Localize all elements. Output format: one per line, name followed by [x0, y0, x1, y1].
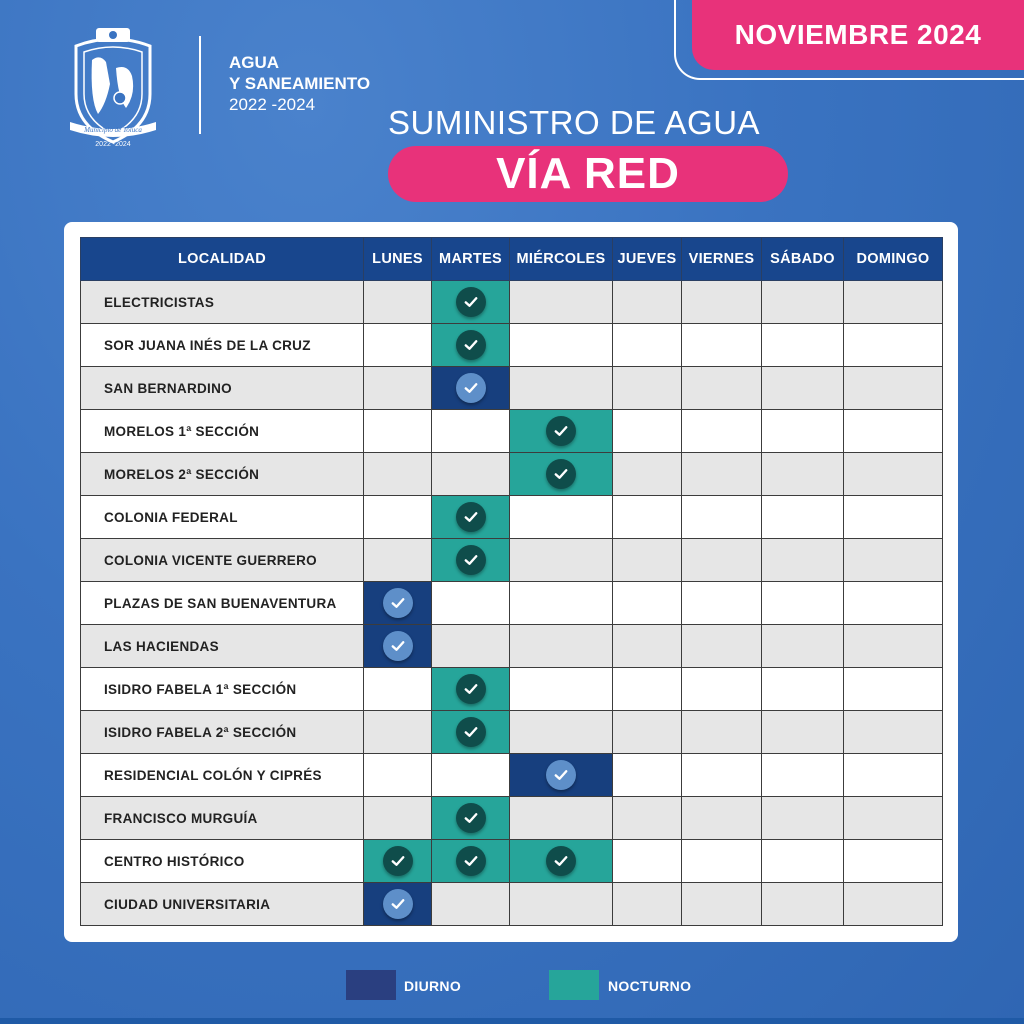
- table-row: [81, 668, 943, 711]
- schedule-cell: [844, 883, 943, 926]
- legend-label-diurno: DIURNO: [404, 978, 462, 994]
- column-header: DOMINGO: [844, 238, 943, 281]
- table-row: [81, 410, 943, 453]
- schedule-cell: [613, 840, 682, 883]
- schedule-cell: [364, 539, 432, 582]
- schedule-cell: [432, 797, 510, 840]
- check-circle-icon: [546, 459, 576, 489]
- check-circle-icon: [383, 889, 413, 919]
- bottom-bar: [0, 1018, 1024, 1024]
- locality-name: MORELOS 2ª SECCIÓN: [81, 453, 364, 496]
- schedule-cell: [364, 367, 432, 410]
- department-name: [229, 52, 370, 115]
- schedule-cell: [510, 281, 613, 324]
- schedule-cell: [762, 496, 844, 539]
- schedule-cell: [844, 668, 943, 711]
- schedule-cell: [510, 324, 613, 367]
- schedule-cell: [613, 582, 682, 625]
- check-circle-icon: [383, 846, 413, 876]
- table-row: [81, 367, 943, 410]
- schedule-cell: [364, 883, 432, 926]
- schedule-cell: [844, 367, 943, 410]
- schedule-cell: [432, 625, 510, 668]
- schedule-cell: [762, 797, 844, 840]
- schedule-cell: [762, 625, 844, 668]
- schedule-cell: [613, 711, 682, 754]
- check-circle-icon: [546, 416, 576, 446]
- locality-name: CENTRO HISTÓRICO: [81, 840, 364, 883]
- schedule-cell: [682, 797, 762, 840]
- schedule-cell: [682, 281, 762, 324]
- schedule-cell: [364, 711, 432, 754]
- schedule-cell: [762, 410, 844, 453]
- schedule-cell: [762, 367, 844, 410]
- check-circle-icon: [456, 545, 486, 575]
- check-circle-icon: [456, 717, 486, 747]
- table-row: [81, 840, 943, 883]
- schedule-cell: [682, 625, 762, 668]
- schedule-cell: [844, 324, 943, 367]
- schedule-cell: [432, 281, 510, 324]
- schedule-cell: [364, 410, 432, 453]
- locality-name: RESIDENCIAL COLÓN Y CIPRÉS: [81, 754, 364, 797]
- schedule-cell: [432, 496, 510, 539]
- schedule-cell: [432, 324, 510, 367]
- schedule-cell: [364, 754, 432, 797]
- check-circle-icon: [383, 588, 413, 618]
- schedule-cell: [682, 883, 762, 926]
- schedule-cell: [510, 582, 613, 625]
- schedule-cell: [844, 797, 943, 840]
- check-circle-icon: [456, 674, 486, 704]
- schedule-cell: [432, 668, 510, 711]
- table-header-row: [81, 238, 943, 281]
- table-row: [81, 582, 943, 625]
- schedule-cell: [762, 453, 844, 496]
- schedule-cell: [364, 582, 432, 625]
- schedule-cell: [762, 539, 844, 582]
- municipal-logo: [66, 24, 160, 148]
- department-line-1: AGUA: [229, 53, 280, 72]
- check-circle-icon: [383, 631, 413, 661]
- schedule-cell: [510, 711, 613, 754]
- schedule-cell: [682, 453, 762, 496]
- schedule-cell: [762, 840, 844, 883]
- column-header: LUNES: [364, 238, 432, 281]
- locality-name: ISIDRO FABELA 1ª SECCIÓN: [81, 668, 364, 711]
- schedule-cell: [613, 324, 682, 367]
- schedule-cell: [364, 668, 432, 711]
- locality-name: ISIDRO FABELA 2ª SECCIÓN: [81, 711, 364, 754]
- schedule-cell: [510, 668, 613, 711]
- locality-name: ELECTRICISTAS: [81, 281, 364, 324]
- column-header: MIÉRCOLES: [510, 238, 613, 281]
- schedule-cell: [844, 281, 943, 324]
- schedule-cell: [844, 453, 943, 496]
- locality-name: SAN BERNARDINO: [81, 367, 364, 410]
- schedule-cell: [432, 883, 510, 926]
- department-period: 2022 -2024: [229, 95, 316, 114]
- schedule-cell: [762, 324, 844, 367]
- schedule-cell: [613, 668, 682, 711]
- logo-divider: [199, 36, 201, 134]
- schedule-cell: [510, 367, 613, 410]
- schedule-cell: [613, 625, 682, 668]
- schedule-cell: [844, 625, 943, 668]
- check-circle-icon: [456, 846, 486, 876]
- schedule-cell: [682, 324, 762, 367]
- schedule-cell: [510, 754, 613, 797]
- schedule-cell: [682, 410, 762, 453]
- schedule-cell: [432, 711, 510, 754]
- schedule-cell: [432, 754, 510, 797]
- logo-years: 2022 -2024: [95, 141, 131, 148]
- schedule-cell: [613, 539, 682, 582]
- table-row: [81, 797, 943, 840]
- legend-swatch-nocturno: [549, 970, 599, 1000]
- schedule-cell: [682, 668, 762, 711]
- locality-name: MORELOS 1ª SECCIÓN: [81, 410, 364, 453]
- schedule-cell: [682, 496, 762, 539]
- page-subtitle: SUMINISTRO DE AGUA: [388, 104, 761, 141]
- schedule-cell: [364, 281, 432, 324]
- locality-name: SOR JUANA INÉS DE LA CRUZ: [81, 324, 364, 367]
- schedule-table: [80, 237, 943, 926]
- check-circle-icon: [546, 846, 576, 876]
- schedule-cell: [432, 410, 510, 453]
- schedule-cell: [364, 453, 432, 496]
- schedule-cell: [844, 754, 943, 797]
- month-badge: NOVIEMBRE 2024: [692, 0, 1024, 70]
- table-row: [81, 453, 943, 496]
- schedule-cell: [432, 840, 510, 883]
- schedule-cell: [364, 496, 432, 539]
- schedule-cell: [510, 883, 613, 926]
- schedule-cell: [682, 582, 762, 625]
- legend-label-nocturno: NOCTURNO: [608, 978, 692, 994]
- schedule-cell: [432, 367, 510, 410]
- column-header: JUEVES: [613, 238, 682, 281]
- schedule-cell: [844, 711, 943, 754]
- schedule-cell: [682, 711, 762, 754]
- schedule-cell: [844, 582, 943, 625]
- schedule-cell: [432, 539, 510, 582]
- schedule-cell: [510, 453, 613, 496]
- schedule-cell: [613, 754, 682, 797]
- locality-name: FRANCISCO MURGUÍA: [81, 797, 364, 840]
- schedule-cell: [844, 496, 943, 539]
- locality-name: CIUDAD UNIVERSITARIA: [81, 883, 364, 926]
- column-header: VIERNES: [682, 238, 762, 281]
- schedule-cell: [432, 453, 510, 496]
- column-header: LOCALIDAD: [81, 238, 364, 281]
- table-row: [81, 539, 943, 582]
- table-row: [81, 711, 943, 754]
- table-row: [81, 281, 943, 324]
- department-line-2: Y SANEAMIENTO: [229, 74, 371, 93]
- schedule-cell: [364, 625, 432, 668]
- schedule-cell: [762, 883, 844, 926]
- schedule-cell: [364, 840, 432, 883]
- schedule-cell: [844, 410, 943, 453]
- schedule-cell: [510, 496, 613, 539]
- schedule-cell: [364, 797, 432, 840]
- check-circle-icon: [456, 287, 486, 317]
- locality-name: COLONIA VICENTE GUERRERO: [81, 539, 364, 582]
- column-header: MARTES: [432, 238, 510, 281]
- logo-text: Municipio de Toluca: [84, 126, 142, 134]
- schedule-cell: [432, 582, 510, 625]
- schedule-cell: [510, 410, 613, 453]
- table-row: [81, 883, 943, 926]
- schedule-cell: [613, 496, 682, 539]
- schedule-cell: [762, 668, 844, 711]
- table-row: [81, 625, 943, 668]
- schedule-cell: [613, 797, 682, 840]
- table-row: [81, 324, 943, 367]
- table-row: [81, 754, 943, 797]
- check-circle-icon: [546, 760, 576, 790]
- schedule-cell: [682, 754, 762, 797]
- locality-name: PLAZAS DE SAN BUENAVENTURA: [81, 582, 364, 625]
- locality-name: COLONIA FEDERAL: [81, 496, 364, 539]
- schedule-cell: [613, 883, 682, 926]
- schedule-cell: [844, 539, 943, 582]
- schedule-cell: [762, 582, 844, 625]
- schedule-cell: [682, 367, 762, 410]
- schedule-cell: [762, 711, 844, 754]
- schedule-cell: [510, 797, 613, 840]
- schedule-cell: [613, 281, 682, 324]
- schedule-cell: [844, 840, 943, 883]
- schedule-cell: [613, 367, 682, 410]
- schedule-cell: [510, 625, 613, 668]
- page-title: VÍA RED: [388, 146, 788, 202]
- schedule-cell: [613, 453, 682, 496]
- schedule-cell: [510, 539, 613, 582]
- schedule-cell: [510, 840, 613, 883]
- schedule-cell: [762, 754, 844, 797]
- schedule-cell: [682, 840, 762, 883]
- check-circle-icon: [456, 330, 486, 360]
- schedule-cell: [762, 281, 844, 324]
- schedule-cell: [682, 539, 762, 582]
- table-row: [81, 496, 943, 539]
- check-circle-icon: [456, 502, 486, 532]
- locality-name: LAS HACIENDAS: [81, 625, 364, 668]
- check-circle-icon: [456, 373, 486, 403]
- schedule-cell: [364, 324, 432, 367]
- check-circle-icon: [456, 803, 486, 833]
- schedule-cell: [613, 410, 682, 453]
- legend-swatch-diurno: [346, 970, 396, 1000]
- column-header: SÁBADO: [762, 238, 844, 281]
